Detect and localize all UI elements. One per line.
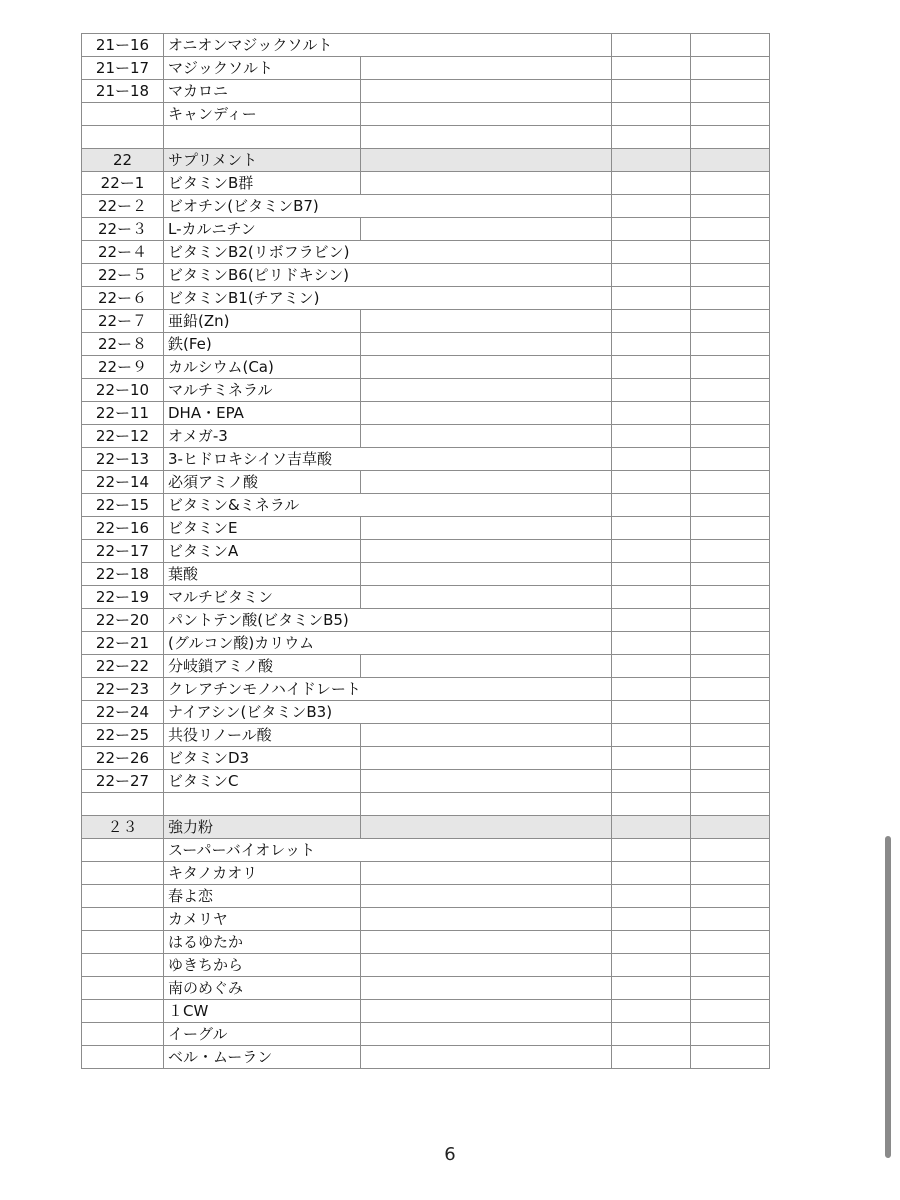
table-row <box>82 218 770 241</box>
item-name-cell <box>164 793 361 816</box>
empty-cell <box>612 1023 691 1046</box>
table-row <box>82 724 770 747</box>
empty-cell <box>361 310 612 333</box>
empty-cell <box>612 954 691 977</box>
empty-cell <box>691 839 770 862</box>
empty-cell <box>691 517 770 540</box>
table-row <box>82 517 770 540</box>
empty-cell <box>612 402 691 425</box>
empty-cell <box>612 264 691 287</box>
empty-cell <box>691 586 770 609</box>
empty-cell <box>691 126 770 149</box>
section-header-row <box>82 149 770 172</box>
empty-cell <box>612 701 691 724</box>
empty-cell <box>612 724 691 747</box>
table-row <box>82 747 770 770</box>
empty-cell <box>691 770 770 793</box>
item-code-cell <box>82 839 164 862</box>
empty-cell <box>691 701 770 724</box>
empty-cell <box>361 103 612 126</box>
item-name-cell: マルチミネラル <box>164 379 361 402</box>
table-row <box>82 609 770 632</box>
table-row <box>82 264 770 287</box>
empty-cell <box>612 885 691 908</box>
empty-cell <box>612 126 691 149</box>
empty-cell <box>691 1023 770 1046</box>
empty-cell <box>361 609 612 632</box>
table-row <box>82 195 770 218</box>
item-name-cell: キャンディー <box>164 103 361 126</box>
table-row <box>82 494 770 517</box>
item-code-cell: 22ー12 <box>82 425 164 448</box>
item-code-cell: 22ー14 <box>82 471 164 494</box>
empty-cell <box>691 954 770 977</box>
item-code-cell: 21ー17 <box>82 57 164 80</box>
table-row <box>82 172 770 195</box>
empty-cell <box>361 770 612 793</box>
empty-cell <box>691 862 770 885</box>
empty-cell <box>612 770 691 793</box>
item-code-cell <box>82 862 164 885</box>
table-row <box>82 448 770 471</box>
table-row <box>82 1023 770 1046</box>
item-code-cell: 22ー17 <box>82 540 164 563</box>
empty-cell <box>612 931 691 954</box>
empty-cell <box>612 379 691 402</box>
empty-cell <box>361 954 612 977</box>
item-name-cell: ベル・ムーラン <box>164 1046 361 1069</box>
item-code-cell: 22ー５ <box>82 264 164 287</box>
empty-cell <box>361 57 612 80</box>
table-row <box>82 540 770 563</box>
page-number: 6 <box>444 1144 456 1165</box>
item-code-cell: 22ー16 <box>82 517 164 540</box>
empty-cell <box>691 563 770 586</box>
item-code-cell <box>82 1023 164 1046</box>
table-row <box>82 333 770 356</box>
item-code-cell: 22ー10 <box>82 379 164 402</box>
table-row <box>82 310 770 333</box>
empty-cell <box>361 494 612 517</box>
item-name-cell: オメガ-3 <box>164 425 361 448</box>
item-name-cell: 葉酸 <box>164 563 361 586</box>
empty-cell <box>691 977 770 1000</box>
table-row <box>82 862 770 885</box>
item-code-cell: 22ー24 <box>82 701 164 724</box>
item-code-cell: 22ー26 <box>82 747 164 770</box>
item-name-cell: 春よ恋 <box>164 885 361 908</box>
empty-cell <box>612 793 691 816</box>
item-code-cell <box>82 126 164 149</box>
empty-cell <box>612 333 691 356</box>
empty-cell <box>361 885 612 908</box>
item-code-cell: 22ー３ <box>82 218 164 241</box>
empty-cell <box>691 540 770 563</box>
item-code-cell: 22ー21 <box>82 632 164 655</box>
item-name-cell: ビタミンB1(チアミン) <box>164 287 361 310</box>
item-name-cell: １CW <box>164 1000 361 1023</box>
empty-cell <box>361 747 612 770</box>
empty-cell <box>612 540 691 563</box>
empty-cell <box>691 425 770 448</box>
item-code-cell: 22ー18 <box>82 563 164 586</box>
empty-cell <box>691 57 770 80</box>
empty-cell <box>691 816 770 839</box>
empty-cell <box>612 816 691 839</box>
empty-cell <box>691 149 770 172</box>
table-row <box>82 655 770 678</box>
empty-cell <box>361 264 612 287</box>
item-name-cell: キタノカオリ <box>164 862 361 885</box>
empty-cell <box>691 747 770 770</box>
empty-cell <box>691 885 770 908</box>
item-name-cell: 亜鉛(Zn) <box>164 310 361 333</box>
empty-cell <box>361 908 612 931</box>
table-row <box>82 563 770 586</box>
item-name-cell: カルシウム(Ca) <box>164 356 361 379</box>
empty-cell <box>691 724 770 747</box>
empty-cell <box>361 701 612 724</box>
table-row <box>82 1000 770 1023</box>
empty-cell <box>691 793 770 816</box>
table-row <box>82 356 770 379</box>
item-code-cell: 21ー16 <box>82 34 164 57</box>
empty-cell <box>361 34 612 57</box>
table-row <box>82 701 770 724</box>
empty-cell <box>612 34 691 57</box>
table-row <box>82 287 770 310</box>
empty-cell <box>612 609 691 632</box>
table-row <box>82 471 770 494</box>
item-name-cell <box>164 126 361 149</box>
empty-cell <box>691 264 770 287</box>
empty-cell <box>612 747 691 770</box>
item-name-cell: 必須アミノ酸 <box>164 471 361 494</box>
item-name-cell: 3-ヒドロキシイソ吉草酸 <box>164 448 361 471</box>
empty-cell <box>361 149 612 172</box>
empty-cell <box>361 862 612 885</box>
item-code-cell: 22ー13 <box>82 448 164 471</box>
table-row <box>82 103 770 126</box>
item-name-cell: カメリヤ <box>164 908 361 931</box>
empty-cell <box>612 218 691 241</box>
item-name-cell: スーパーバイオレット <box>164 839 361 862</box>
empty-cell <box>691 655 770 678</box>
empty-cell <box>361 1023 612 1046</box>
empty-cell <box>691 218 770 241</box>
empty-cell <box>612 1046 691 1069</box>
table-row <box>82 793 770 816</box>
item-name-cell: ビタミンD3 <box>164 747 361 770</box>
table-row <box>82 126 770 149</box>
table-row <box>82 839 770 862</box>
empty-cell <box>361 655 612 678</box>
empty-cell <box>612 149 691 172</box>
item-code-cell <box>82 1046 164 1069</box>
item-code-cell: 22ー４ <box>82 241 164 264</box>
vertical-scrollbar-thumb[interactable] <box>885 836 891 1158</box>
table-row <box>82 80 770 103</box>
table-row <box>82 425 770 448</box>
empty-cell <box>691 34 770 57</box>
item-name-cell: ビタミンC <box>164 770 361 793</box>
empty-cell <box>691 103 770 126</box>
item-name-cell: イーグル <box>164 1023 361 1046</box>
empty-cell <box>361 356 612 379</box>
empty-cell <box>361 80 612 103</box>
item-name-cell: はるゆたか <box>164 931 361 954</box>
empty-cell <box>361 425 612 448</box>
item-name-cell: ビタミンB2(リボフラビン) <box>164 241 361 264</box>
empty-cell <box>361 977 612 1000</box>
item-name-cell: 強力粉 <box>164 816 361 839</box>
item-code-cell <box>82 977 164 1000</box>
empty-cell <box>612 103 691 126</box>
empty-cell <box>691 471 770 494</box>
empty-cell <box>691 931 770 954</box>
table-row <box>82 954 770 977</box>
item-name-cell: サプリメント <box>164 149 361 172</box>
empty-cell <box>361 471 612 494</box>
item-name-cell: ナイアシン(ビタミンB3) <box>164 701 361 724</box>
item-code-cell: 22ー1 <box>82 172 164 195</box>
empty-cell <box>361 379 612 402</box>
empty-cell <box>691 356 770 379</box>
empty-cell <box>361 172 612 195</box>
empty-cell <box>361 402 612 425</box>
item-code-cell <box>82 885 164 908</box>
empty-cell <box>612 908 691 931</box>
item-code-cell: 22ー11 <box>82 402 164 425</box>
empty-cell <box>691 195 770 218</box>
empty-cell <box>612 678 691 701</box>
item-code-cell <box>82 931 164 954</box>
table-row <box>82 931 770 954</box>
item-code-cell: 22ー25 <box>82 724 164 747</box>
empty-cell <box>691 609 770 632</box>
item-name-cell: (グルコン酸)カリウム <box>164 632 361 655</box>
item-name-cell: パントテン酸(ビタミンB5) <box>164 609 361 632</box>
empty-cell <box>691 402 770 425</box>
item-name-cell: クレアチンモノハイドレート <box>164 678 361 701</box>
empty-cell <box>612 655 691 678</box>
table-row <box>82 241 770 264</box>
item-code-cell: 22ー20 <box>82 609 164 632</box>
item-code-cell <box>82 103 164 126</box>
item-name-cell: L-カルニチン <box>164 218 361 241</box>
item-code-cell <box>82 1000 164 1023</box>
empty-cell <box>361 126 612 149</box>
item-code-cell: 22ー22 <box>82 655 164 678</box>
empty-cell <box>612 80 691 103</box>
item-name-cell: 分岐鎖アミノ酸 <box>164 655 361 678</box>
empty-cell <box>361 218 612 241</box>
empty-cell <box>361 678 612 701</box>
item-name-cell: ビタミンB群 <box>164 172 361 195</box>
table-row <box>82 402 770 425</box>
empty-cell <box>361 931 612 954</box>
table-row <box>82 885 770 908</box>
empty-cell <box>691 241 770 264</box>
empty-cell <box>361 540 612 563</box>
table-row <box>82 977 770 1000</box>
item-name-cell: ゆきちから <box>164 954 361 977</box>
empty-cell <box>691 1000 770 1023</box>
empty-cell <box>612 517 691 540</box>
item-code-cell: 22ー19 <box>82 586 164 609</box>
empty-cell <box>361 287 612 310</box>
item-code-cell: ２３ <box>82 816 164 839</box>
empty-cell <box>612 1000 691 1023</box>
empty-cell <box>691 494 770 517</box>
item-code-cell <box>82 908 164 931</box>
empty-cell <box>361 195 612 218</box>
item-code-cell: 22ー15 <box>82 494 164 517</box>
section-header-row <box>82 816 770 839</box>
item-name-cell: 共役リノール酸 <box>164 724 361 747</box>
empty-cell <box>691 908 770 931</box>
empty-cell <box>361 563 612 586</box>
item-name-cell: ビタミン&ミネラル <box>164 494 361 517</box>
empty-cell <box>361 517 612 540</box>
item-name-cell: 南のめぐみ <box>164 977 361 1000</box>
empty-cell <box>361 448 612 471</box>
empty-cell <box>612 425 691 448</box>
empty-cell <box>612 977 691 1000</box>
item-table-body <box>82 34 770 1069</box>
empty-cell <box>612 448 691 471</box>
item-name-cell: 鉄(Fe) <box>164 333 361 356</box>
item-code-cell: 22ー23 <box>82 678 164 701</box>
item-code-cell <box>82 793 164 816</box>
item-name-cell: ビタミンA <box>164 540 361 563</box>
empty-cell <box>361 333 612 356</box>
item-name-cell: オニオンマジックソルト <box>164 34 361 57</box>
empty-cell <box>612 632 691 655</box>
item-name-cell: ビオチン(ビタミンB7) <box>164 195 361 218</box>
empty-cell <box>691 1046 770 1069</box>
item-code-cell: 22ー８ <box>82 333 164 356</box>
table-row <box>82 379 770 402</box>
empty-cell <box>691 172 770 195</box>
empty-cell <box>361 241 612 264</box>
item-name-cell: マカロニ <box>164 80 361 103</box>
empty-cell <box>691 287 770 310</box>
empty-cell <box>691 678 770 701</box>
empty-cell <box>691 333 770 356</box>
empty-cell <box>612 241 691 264</box>
empty-cell <box>361 793 612 816</box>
empty-cell <box>361 632 612 655</box>
item-code-cell: 22ー２ <box>82 195 164 218</box>
empty-cell <box>612 586 691 609</box>
item-code-cell: 22ー27 <box>82 770 164 793</box>
empty-cell <box>612 862 691 885</box>
item-name-cell: マジックソルト <box>164 57 361 80</box>
empty-cell <box>612 57 691 80</box>
item-code-cell: 22ー６ <box>82 287 164 310</box>
empty-cell <box>361 586 612 609</box>
item-code-cell: 22 <box>82 149 164 172</box>
item-name-cell: マルチビタミン <box>164 586 361 609</box>
empty-cell <box>361 1000 612 1023</box>
item-code-cell <box>82 954 164 977</box>
item-code-cell: 22ー７ <box>82 310 164 333</box>
empty-cell <box>361 1046 612 1069</box>
empty-cell <box>361 839 612 862</box>
empty-cell <box>612 287 691 310</box>
empty-cell <box>361 724 612 747</box>
empty-cell <box>691 80 770 103</box>
table-row <box>82 57 770 80</box>
empty-cell <box>612 172 691 195</box>
item-name-cell: ビタミンB6(ピリドキシン) <box>164 264 361 287</box>
empty-cell <box>612 195 691 218</box>
table-row <box>82 586 770 609</box>
table-row <box>82 1046 770 1069</box>
table-row <box>82 908 770 931</box>
item-code-cell: 21ー18 <box>82 80 164 103</box>
table-row <box>82 34 770 57</box>
item-table <box>81 33 770 1069</box>
empty-cell <box>691 448 770 471</box>
empty-cell <box>612 563 691 586</box>
table-row <box>82 770 770 793</box>
table-row <box>82 678 770 701</box>
table-row <box>82 632 770 655</box>
empty-cell <box>691 310 770 333</box>
item-name-cell: ビタミンE <box>164 517 361 540</box>
empty-cell <box>691 632 770 655</box>
empty-cell <box>691 379 770 402</box>
empty-cell <box>612 494 691 517</box>
empty-cell <box>612 471 691 494</box>
empty-cell <box>612 839 691 862</box>
empty-cell <box>361 816 612 839</box>
item-name-cell: DHA・EPA <box>164 402 361 425</box>
item-code-cell: 22ー９ <box>82 356 164 379</box>
empty-cell <box>612 356 691 379</box>
empty-cell <box>612 310 691 333</box>
